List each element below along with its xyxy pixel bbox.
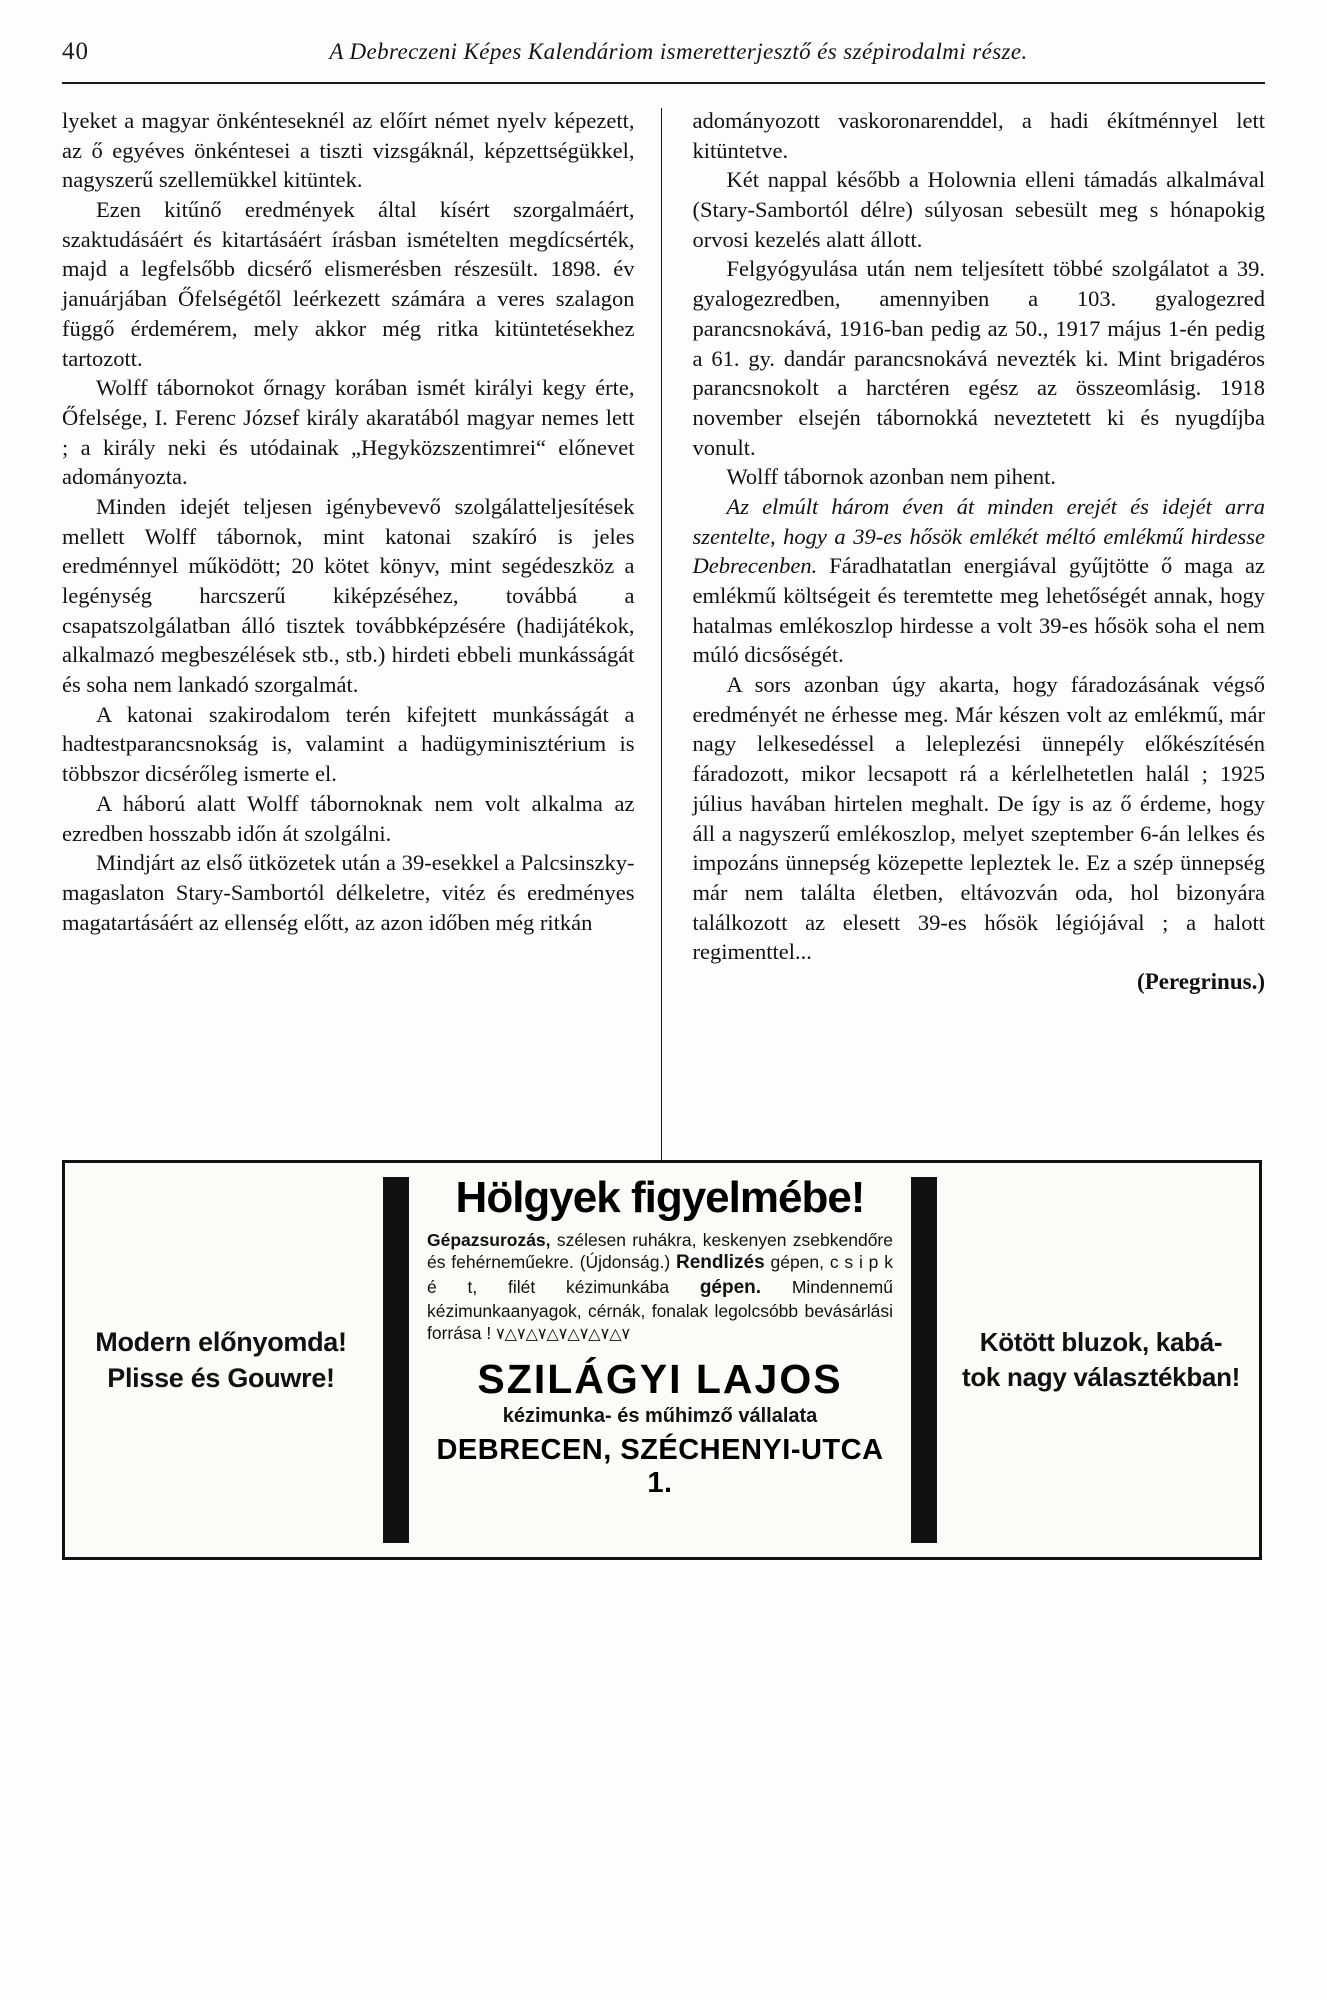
paragraph: Két nappal később a Holownia elleni támadás alkalmával (Stary-Sambortól délre) súlyosan sebesült meg s hónapokig orvosi kezelés alatt állott. [692,167,1265,252]
ad-headline: Hölgyek figyelmébe! [455,1173,865,1222]
header-rule [62,82,1265,84]
ad-right-line-1: Kötött bluzok, kabá- [979,1326,1223,1357]
paragraph-emphasis [692,492,1265,670]
emphasis-text: Az elmúlt három éven át minden erejét és idejét arra szentelte, hogy a 39-es hősök emlékét méltó emlékmű hirdesse Debrecenben. [692,493,1265,579]
ad-body-text: Gépazsurozás, szélesen ruhákra, keskenyen zsebkendőre és fehérneműekre. (Újdonság.) Rendlizés gépen, c s i p k é t, filét kézimunkába gépen. Mindennemű kézimunkaanyagok, cérnák, fonalak legolcsóbb bevásárlási forrása ! ٧△٧△٧△٧△٧△٧△٧ [427,1230,893,1344]
running-title: A Debreczeni Képes Kalendáriom ismeretterjesztő és szépirodalmi része. [329,39,1028,64]
ad-brand-name: SZILÁGYI LAJOS [477,1355,843,1402]
paragraph: Minden idejét teljesen igénybevevő szolgálatteljesítések mellett Wolff tábornok, mint katonai szakíró is jeles eredménnyel működött; 20 kötet könyv, mint segédeszköz a legénység harcszerű kiképzéséhez, továbbá a csapatszolgálatban álló tisztek továbbképzésére (hadijátékok, alkalmazó megbeszélések stb., stb.) hirdeti ebbeli munkásságát és soha nem lankadó szorgalmát. [62,493,635,698]
paragraph: Felgyógyulása után nem teljesített többé szolgálatot a 39. gyalogezredben, amennyiben a 103. gyalogezred parancsnokává, 1916-ban pedig az 50., 1917 május 1-én pedig a 61. gy. dandár parancsnokává nevezték ki. Mint brigadéros parancsnokolt a harctéren egész az összeomlásig. 1918 november elsején tábornokká neveztetett ki és nyugdíjba vonult. [692,256,1265,460]
ad-divider-bar-right [911,1177,937,1543]
ad-address: DEBRECEN, SZÉCHENYI-UTCA 1. [436,1433,884,1499]
ad-right-panel [943,1163,1259,1557]
ad-ornament: ٧△٧△٧△٧△٧△٧△٧ [496,1326,631,1344]
ad-center-panel [415,1163,905,1557]
page-number: 40 [62,38,89,65]
paragraph: Wolff tábornokot őrnagy korában ismét királyi kegy érte, Őfelsége, I. Ferenc József király akaratából magyar nemes lett ; a király neki és utódainak „Hegyközszentimrei“ előnevet adományozta. [62,375,635,490]
article-signature: (Peregrinus.) [1137,968,1265,994]
text-columns [62,106,1265,1163]
paragraph: A sors azonban úgy akarta, hogy fáradozásának végső eredményét ne érhesse meg. Már készen volt az emlékmű, már nagy lelkesedéssel a leleplezési ünnepély előkészítésén fáradozott, mikor lecsapott rá a kérlelhetetlen halál ; 1925 július havában hirtelen meghalt. De így is az ő érdeme, hogy áll a nagyszerű emlékoszlop, melyet szeptember 6-án lelkes és impozáns ünnepség közepette lepleztek le. Ez a szép ünnepség már nem találta életben, eltávozván oda, hol bizonyára találkozott az elesett 39-es hősök légiójával ; a halott regimenttel... [692,672,1265,965]
ad-right-line-2: tok nagy választékban! [961,1362,1241,1392]
page-header [62,38,1265,78]
paragraph: A háború alatt Wolff tábornoknak nem volt alkalma az ezredben hosszabb időn át szolgálni. [62,790,635,846]
advertisement-block [62,1160,1262,1560]
paragraph: adományozott vaskoronarenddel, a hadi ékítménnyel lett kitüntetve. [692,108,1265,163]
ad-left-line-1: Modern előnyomda! [95,1326,347,1357]
ad-left-panel [65,1163,377,1557]
paragraph: Wolff tábornok azonban nem pihent. [726,464,1057,490]
paragraph: A katonai szakirodalom terén kifejtett munkásságát a hadtestparancsnokság is, valamint a hadügyminisztérium is többszor dicsérőleg ismerte el. [62,701,635,787]
paragraph: Mindjárt az első ütközetek után a 39-esekkel a Palcsinszky-magaslaton Stary-Sambortól délkeletre, vitéz és eredményes magatartásáért az ellenség előtt, az azon időben még ritkán [62,850,635,935]
right-column [662,106,1265,1163]
emphasis-tail: Fáradhatatlan energiával gyűjtötte ő maga az emlékmű költségeit és teremtette meg lehetőségét annak, hogy hatalmas emlékoszlop hirdesse a volt 39-es hősök soha el nem múló dicsőségét. [692,553,1265,668]
left-column [62,106,661,1163]
ad-subtitle: kézimunka- és műhimző vállalata [502,1404,818,1427]
ad-divider-bar-left [383,1177,409,1543]
paragraph: Ezen kitűnő eredmények által kísért szorgalmáért, szaktudásáért és kitartásáért írásban ismételten megdícsérték, majd a legfelsőbb dicsérő elismerésben részesült. 1898. év januárjában Őfelségétől leérkezett számára a veres szalagon függő érdemérem, mely akkor még ritka kitüntetésekhez tartozott. [62,197,635,371]
paragraph: lyeket a magyar önkénteseknél az előírt német nyelv képezett, az ő egyéves önkéntesei a tiszti vizsgáknál, képzettségükkel, nagyszerű szellemükkel kitüntek. [62,108,635,193]
ad-left-line-2: Plisse és Gouwre! [107,1363,335,1393]
